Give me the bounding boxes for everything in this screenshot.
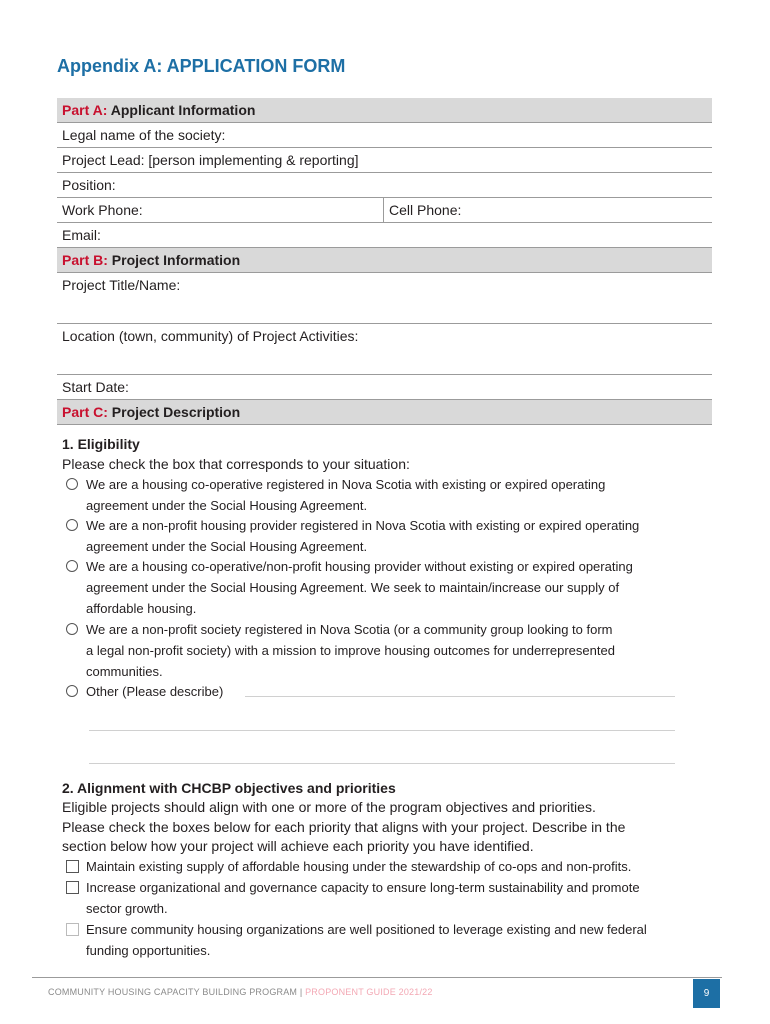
option-line: We are a housing co-operative/non-profit housing provider without existing or expired operating xyxy=(86,559,633,574)
title-main: APPLICATION FORM xyxy=(166,56,346,76)
email-label: Email: xyxy=(62,227,101,243)
title-prefix: Appendix A: xyxy=(57,56,163,76)
project-lead-label: Project Lead: [person implementing & reporting] xyxy=(62,152,359,168)
alignment-intro-line: Eligible projects should align with one or more of the program objectives and priorities. xyxy=(62,799,596,815)
part-c-header xyxy=(57,400,712,425)
location-field[interactable] xyxy=(57,324,712,375)
option-line: Other (Please describe) xyxy=(86,684,224,699)
option-line: communities. xyxy=(86,664,163,679)
checkbox-icon[interactable] xyxy=(66,881,79,894)
eligibility-heading: 1. Eligibility xyxy=(62,436,140,452)
part-c-heading: Project Description xyxy=(111,404,241,420)
part-a-heading: Applicant Information xyxy=(110,102,256,118)
eligibility-instruction: Please check the box that corresponds to your situation: xyxy=(62,456,410,472)
option-line: agreement under the Social Housing Agreement. xyxy=(86,498,368,513)
page-number: 9 xyxy=(693,979,720,1008)
option-line: sector growth. xyxy=(86,901,168,916)
project-title-label: Project Title/Name: xyxy=(62,277,181,293)
alignment-heading: 2. Alignment with CHCBP objectives and priorities xyxy=(62,780,396,796)
start-date-field[interactable] xyxy=(57,375,712,400)
option-line: We are a non-profit housing provider registered in Nova Scotia with existing or expired operating xyxy=(86,518,640,533)
part-b-label: Part B: xyxy=(62,252,108,268)
radio-icon[interactable] xyxy=(66,478,78,490)
option-line: agreement under the Social Housing Agreement. xyxy=(86,539,368,554)
other-describe-line[interactable] xyxy=(89,730,675,731)
phone-row xyxy=(57,198,712,223)
cell-phone-label: Cell Phone: xyxy=(389,202,462,218)
work-phone-label: Work Phone: xyxy=(62,202,143,218)
option-line: a legal non-profit society) with a mission to improve housing outcomes for underrepresented xyxy=(86,643,615,658)
radio-icon[interactable] xyxy=(66,560,78,572)
cell-phone-field[interactable] xyxy=(384,198,461,222)
option-line: funding opportunities. xyxy=(86,943,211,958)
option-line: Ensure community housing organizations are well positioned to leverage existing and new federal xyxy=(86,922,647,937)
position-label: Position: xyxy=(62,177,116,193)
email-field[interactable] xyxy=(57,223,712,248)
option-line: agreement under the Social Housing Agreement. We seek to maintain/increase our supply of xyxy=(86,580,620,595)
checkbox-icon[interactable] xyxy=(66,923,79,936)
project-lead-field[interactable] xyxy=(57,148,712,173)
alignment-intro-line: Please check the boxes below for each priority that aligns with your project. Describe in the xyxy=(62,819,626,835)
radio-icon[interactable] xyxy=(66,519,78,531)
legal-name-field[interactable] xyxy=(57,123,712,148)
footer-program: COMMUNITY HOUSING CAPACITY BUILDING PROGRAM xyxy=(48,987,298,997)
option-line: We are a non-profit society registered in Nova Scotia (or a community group looking to form xyxy=(86,622,613,637)
part-a-header xyxy=(57,98,712,123)
radio-icon[interactable] xyxy=(66,623,78,635)
application-form xyxy=(57,98,712,425)
option-line: affordable housing. xyxy=(86,601,197,616)
footer-divider xyxy=(32,977,722,978)
part-c-label: Part C: xyxy=(62,404,108,420)
option-line: Increase organizational and governance capacity to ensure long-term sustainability and promote xyxy=(86,880,640,895)
location-label: Location (town, community) of Project Activities: xyxy=(62,328,359,344)
footer-separator: | xyxy=(297,987,306,997)
start-date-label: Start Date: xyxy=(62,379,129,395)
part-a-label: Part A: xyxy=(62,102,108,118)
option-line: Maintain existing supply of affordable housing under the stewardship of co-ops and non-profits. xyxy=(86,859,632,874)
page-title xyxy=(57,56,345,77)
radio-icon[interactable] xyxy=(66,685,78,697)
part-b-header xyxy=(57,248,712,273)
alignment-intro-line: section below how your project will achieve each priority you have identified. xyxy=(62,838,534,854)
other-describe-line[interactable] xyxy=(245,696,675,697)
legal-name-label: Legal name of the society: xyxy=(62,127,226,143)
project-title-field[interactable] xyxy=(57,273,712,324)
checkbox-icon[interactable] xyxy=(66,860,79,873)
part-b-heading: Project Information xyxy=(111,252,241,268)
other-describe-line[interactable] xyxy=(89,763,675,764)
footer-text xyxy=(48,987,433,997)
work-phone-field[interactable] xyxy=(57,198,384,222)
footer-guide: PROPONENT GUIDE 2021/22 xyxy=(305,987,433,997)
option-line: We are a housing co-operative registered in Nova Scotia with existing or expired operating xyxy=(86,477,606,492)
position-field[interactable] xyxy=(57,173,712,198)
